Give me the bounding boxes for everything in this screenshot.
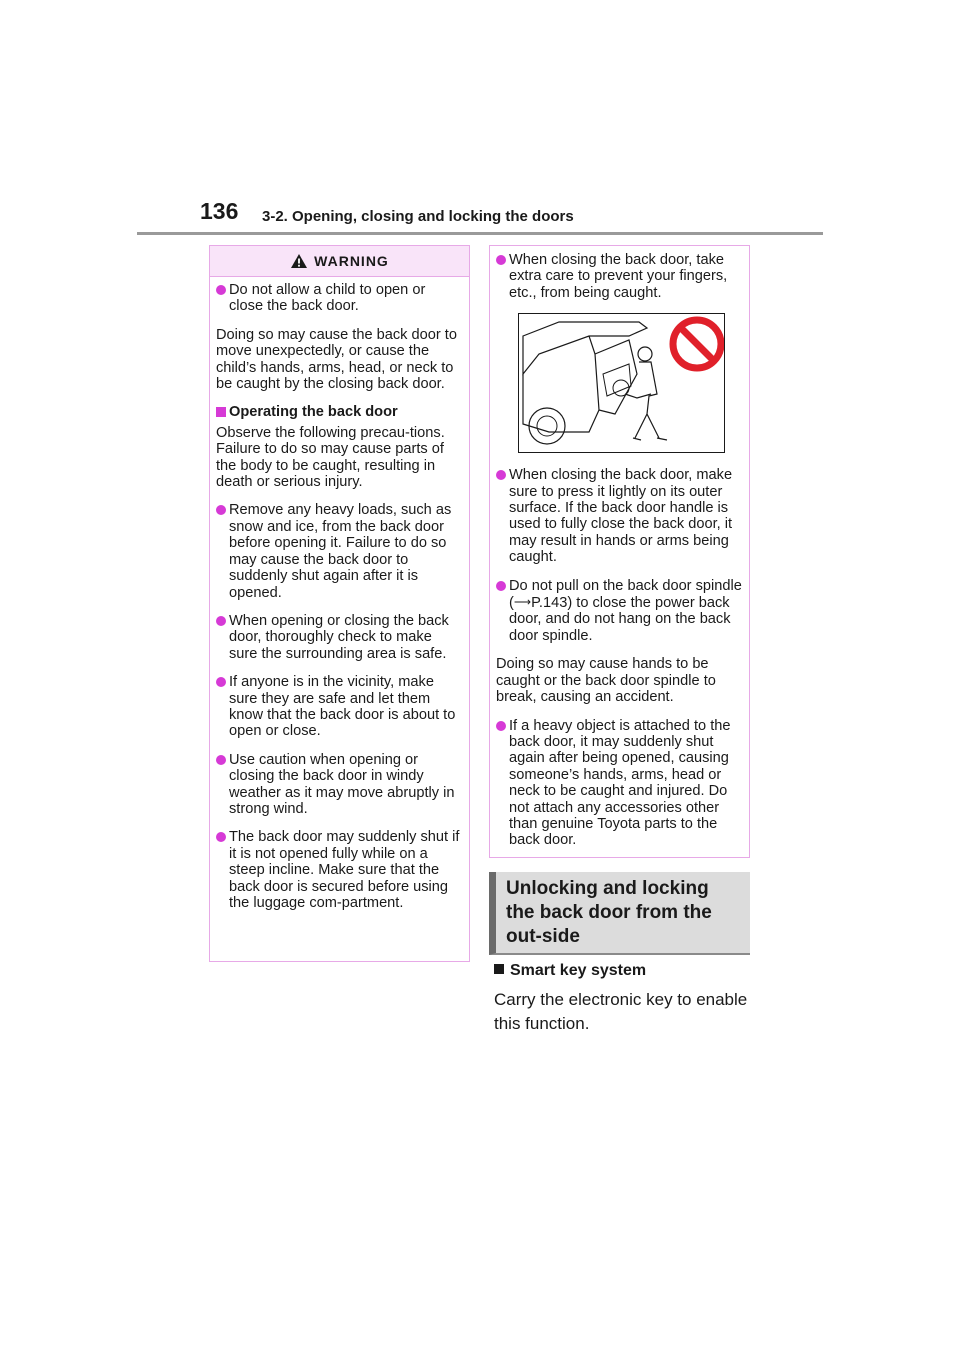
square-bullet-icon [494,964,504,974]
bullet-text: When closing the back door, make sure to press it lightly on its outer surface. If the back door handle is used to fully close the back door, it may result in hands or arms being caught. [509,467,733,566]
bullet-dot-icon [216,755,226,765]
page-ref-arrow-icon: ⟶ [513,595,532,610]
warning-bullet [496,578,743,645]
bullet-text: The back door may suddenly shut if it is not opened fully while on a steep incline. Make sure that the back door is secured before using the luggage com-partment. [229,829,460,911]
subheading-text: Operating the back door [229,404,398,421]
bullet-dot-icon [216,616,226,626]
bullet-text: When closing the back door, take extra care to prevent your fingers, etc., from being caught. [509,252,728,301]
warning-bullet [496,252,743,301]
bullet-dot-icon [496,470,506,480]
warning-header [210,246,469,277]
bullet-dot-icon [496,721,506,731]
back-door-caution-illustration [519,314,724,452]
bullet-dot-icon [496,255,506,265]
bullet-text: If a heavy object is attached to the back door, it may suddenly shut again after being opened, causing someone’s hands, arms, head or neck to be caught and injured. Do not attach any accessories other than genuine Toyota parts to the back door. [509,717,731,849]
section-heading: Unlocking and locking the back door from the out-side [506,878,712,947]
warning-bullet [216,829,463,911]
warning-bullet [496,467,743,565]
smart-key-heading-text: Smart key system [510,962,647,979]
page-reference-link[interactable]: P.143 [531,595,568,612]
warning-box-right [489,245,750,858]
warning-bullet [216,752,463,818]
warning-bullet [216,282,463,315]
bullet-dot-icon [216,285,226,295]
warning-paragraph: Observe the following precau-tions. Failure to do so may cause parts of the body to be caught, resulting in death or serious injury. [216,424,445,491]
bullet-dot-icon [216,677,226,687]
smart-key-heading [494,962,646,980]
warning-bullet [216,613,463,662]
warning-body-right [490,246,749,849]
smart-key-body: Carry the electronic key to enable this function. [494,990,748,1033]
bullet-text: Use caution when opening or closing the back door in windy weather as it may move abruptly in strong wind. [229,751,455,817]
bullet-text: Do not allow a child to open or close the back door. [229,282,426,315]
warning-triangle-icon [290,253,308,269]
warning-subheading [216,404,463,420]
bullet-text: ) to close the power back door, and do not hang on the back door spindle. [509,595,731,644]
bullet-dot-icon [496,581,506,591]
bullet-text: When opening or closing the back door, thoroughly check to make sure the surrounding area is safe. [229,612,449,662]
bullet-text: Remove any heavy loads, such as snow and ice, from the back door before opening it. Failure to do so may cause the back door to suddenly shut again after it is opened. [229,502,452,601]
warning-body-left [210,277,469,911]
bullet-dot-icon [216,505,226,515]
section-title: 3-2. Opening, closing and locking the doors [262,208,574,225]
warning-bullet [216,674,463,740]
warning-paragraph: Doing so may cause the back door to move unexpectedly, or cause the child’s hands, arms, head, or neck to be caught by the closing back door. [216,326,457,393]
square-bullet-icon [216,407,226,417]
bullet-dot-icon [216,832,226,842]
warning-title: WARNING [314,253,389,269]
back-door-illustration [518,313,725,453]
bullet-text: If anyone is in the vicinity, make sure they are safe and let them know that the back door is about to open or close. [229,674,456,740]
warning-bullet [216,502,463,600]
page-number: 136 [200,198,239,224]
warning-paragraph: Doing so may cause hands to be caught or the back door spindle to break, causing an accident. [496,656,716,706]
bullet-text: Do not pull on the back door spindle ( [509,577,742,612]
warning-box-left [209,245,470,962]
header-divider [137,232,823,235]
warning-bullet [496,718,743,849]
section-heading-box [489,872,750,955]
